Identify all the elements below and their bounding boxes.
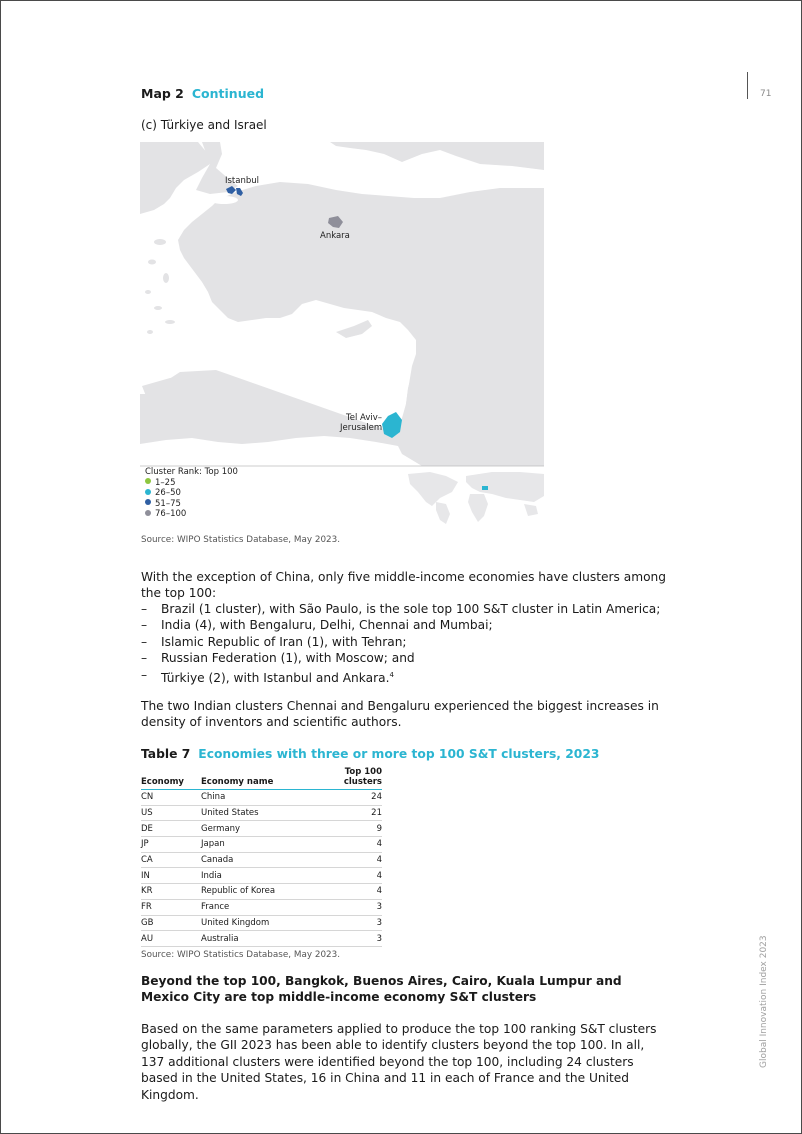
list-dash: – — [141, 667, 148, 682]
cell-name: Canada — [201, 852, 320, 868]
legend-dot — [145, 510, 151, 516]
cell-count: 9 — [320, 821, 382, 837]
legend-label: 51–75 — [155, 498, 181, 509]
cell-count: 24 — [320, 790, 382, 806]
list-item — [141, 617, 671, 633]
cell-code: IN — [141, 868, 201, 884]
list-item-text: Russian Federation (1), with Moscow; and — [161, 651, 415, 666]
table-row — [141, 805, 382, 821]
table-row — [141, 852, 382, 868]
cell-count: 4 — [320, 884, 382, 900]
table-row — [141, 837, 382, 853]
list-dash: – — [141, 651, 148, 666]
cell-count: 3 — [320, 915, 382, 931]
cell-code: US — [141, 805, 201, 821]
cell-code: AU — [141, 931, 201, 947]
cell-name: India — [201, 868, 320, 884]
cell-name: Australia — [201, 931, 320, 947]
header-count-line2: clusters — [343, 776, 382, 787]
list-item-text: India (4), with Bengaluru, Delhi, Chennai and Mumbai; — [161, 618, 493, 633]
cell-code: DE — [141, 821, 201, 837]
list-item — [141, 634, 671, 650]
india-paragraph: The two Indian clusters Chennai and Bengaluru experienced the biggest increases in density of inventors and scientific authors. — [141, 699, 659, 730]
list-dash: – — [141, 618, 148, 633]
table-header-row — [141, 768, 382, 790]
legend-dot — [145, 489, 151, 495]
cell-count: 4 — [320, 868, 382, 884]
istanbul-label: Istanbul — [225, 176, 260, 186]
table-row — [141, 868, 382, 884]
table-row — [141, 899, 382, 915]
legend-item — [145, 488, 238, 499]
legend-dot — [145, 499, 151, 505]
cell-code: KR — [141, 884, 201, 900]
footnote-mark: 4 — [389, 670, 394, 679]
legend-item — [145, 509, 238, 520]
economy-list — [141, 601, 671, 686]
continued-label: Continued — [191, 86, 265, 101]
legend-label: 1–25 — [155, 477, 176, 488]
table-title — [141, 747, 599, 761]
section-heading: Beyond the top 100, Bangkok, Buenos Aires, Cairo, Kuala Lumpur and Mexico City are top middle-income economy S&T clusters — [141, 974, 622, 1005]
legend-item — [145, 478, 238, 489]
list-item — [141, 601, 671, 617]
header-top100-clusters — [320, 768, 382, 790]
cell-code: GB — [141, 915, 201, 931]
cell-count: 3 — [320, 899, 382, 915]
cell-count: 4 — [320, 837, 382, 853]
ankara-label: Ankara — [320, 231, 350, 241]
legend-dot — [145, 478, 151, 484]
table-row — [141, 915, 382, 931]
legend-item — [145, 499, 238, 510]
cell-name: Republic of Korea — [201, 884, 320, 900]
table-title-text: Economies with three or more top 100 S&T clusters, 2023 — [198, 747, 600, 761]
page-number-divider — [747, 72, 748, 99]
cell-name: United Kingdom — [201, 915, 320, 931]
map-legend — [145, 467, 238, 520]
list-item — [141, 650, 671, 666]
map-title — [141, 86, 264, 101]
map-source: Source: WIPO Statistics Database, May 2023. — [141, 535, 341, 545]
table-row — [141, 790, 382, 806]
page-number: 71 — [760, 89, 772, 99]
table-row — [141, 821, 382, 837]
header-economy: Economy — [141, 768, 201, 790]
cell-code: CN — [141, 790, 201, 806]
cell-count: 21 — [320, 805, 382, 821]
legend-label: 26–50 — [155, 488, 181, 499]
intro-paragraph: With the exception of China, only five middle-income economies have clusters among the top 100: — [141, 570, 667, 601]
table-source: Source: WIPO Statistics Database, May 2023. — [141, 950, 341, 960]
cell-name: Japan — [201, 837, 320, 853]
sea-of-marmara — [210, 196, 238, 204]
map-subtitle: (c) Türkiye and Israel — [141, 118, 267, 132]
cell-name: France — [201, 899, 320, 915]
list-item — [141, 667, 671, 686]
map-label: Map 2 — [141, 86, 184, 101]
cell-code: FR — [141, 899, 201, 915]
list-item-text: Brazil (1 cluster), with São Paulo, is the sole top 100 S&T cluster in Latin America; — [161, 602, 661, 616]
section-paragraph: Based on the same parameters applied to produce the top 100 ranking S&T clusters globally, the GII 2023 has been able to identify clusters beyond the top 100. In all, 137 additional clusters were identified beyond the top 100, including 24 clusters based in the United States, 16 in China and 11 in each of France and the United Kingdom. — [141, 1022, 657, 1102]
list-dash: – — [141, 634, 148, 649]
cell-code: CA — [141, 852, 201, 868]
list-item-text: Türkiye (2), with Istanbul and Ankara. — [161, 670, 390, 685]
publication-sidebar-title: Global Innovation Index 2023 — [759, 935, 769, 1068]
cell-name: China — [201, 790, 320, 806]
telaviv-label-line2: Jerusalem — [340, 423, 383, 433]
levant-land — [396, 318, 544, 466]
cell-count: 4 — [320, 852, 382, 868]
list-dash: – — [141, 602, 148, 616]
cell-code: JP — [141, 837, 201, 853]
cell-name: Germany — [201, 821, 320, 837]
table-row — [141, 884, 382, 900]
clusters-table — [141, 768, 382, 947]
cell-count: 3 — [320, 931, 382, 947]
table-row — [141, 931, 382, 947]
telaviv-label-line1: Tel Aviv– — [346, 413, 383, 423]
cell-name: United States — [201, 805, 320, 821]
legend-label: 76–100 — [155, 509, 187, 520]
inset-region-marker — [482, 486, 488, 490]
header-economy-name: Economy name — [201, 768, 320, 790]
list-item-text: Islamic Republic of Iran (1), with Tehran; — [161, 634, 407, 649]
header-count-line1: Top 100 — [344, 767, 382, 777]
table-label: Table 7 — [141, 747, 191, 761]
legend-title: Cluster Rank: Top 100 — [145, 467, 238, 477]
